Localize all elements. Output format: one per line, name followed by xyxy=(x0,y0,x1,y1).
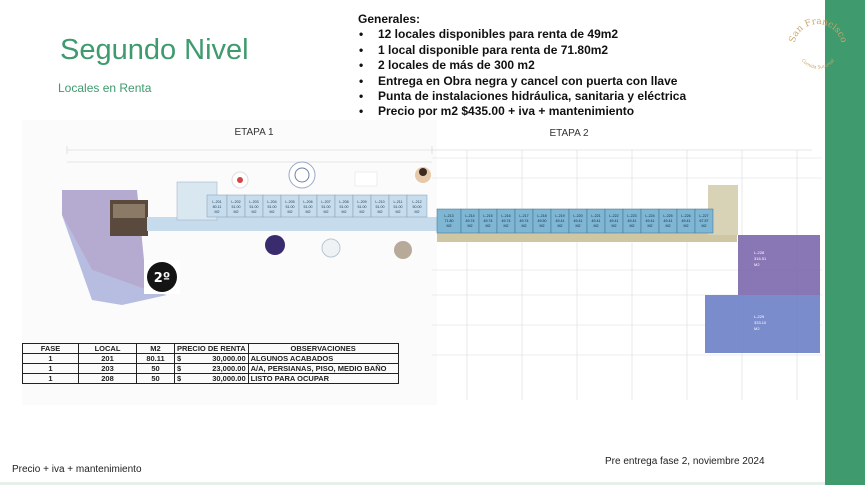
etapa2-label: ETAPA 2 xyxy=(549,128,589,139)
unit-code: L-205 xyxy=(285,200,295,204)
unit-m2: M2 xyxy=(323,210,329,214)
unit-size: 333.10 xyxy=(754,320,767,325)
unit-code: L-229 xyxy=(754,314,765,319)
unit-m2: M2 xyxy=(446,224,452,228)
generales-block xyxy=(358,12,686,120)
tenant-logo-1-mark xyxy=(237,177,243,183)
unit-m2: M2 xyxy=(611,224,617,228)
unit-l221 xyxy=(587,209,605,233)
unit-code: L-209 xyxy=(357,200,367,204)
unit-l227 xyxy=(695,209,713,233)
unit-code: L-206 xyxy=(303,200,313,204)
unit-l206 xyxy=(299,195,317,217)
unit-size: 316.51 xyxy=(754,256,767,261)
unit-size: 51.00 xyxy=(393,205,403,209)
unit-code: L-207 xyxy=(321,200,331,204)
unit-m2: M2 xyxy=(754,262,760,267)
header-fase: FASE xyxy=(23,344,79,354)
unit-m2: M2 xyxy=(575,224,581,228)
unit-m2: M2 xyxy=(414,210,420,214)
cell-m2: 80.11 xyxy=(137,354,175,364)
unit-size: 51.00 xyxy=(231,205,241,209)
currency-symbol: $ xyxy=(177,374,182,383)
unit-m2: M2 xyxy=(665,224,671,228)
unit-m2: M2 xyxy=(754,326,760,331)
unit-size: 51.00 xyxy=(303,205,313,209)
unit-size: 51.00 xyxy=(375,205,385,209)
unit-code: L-213 xyxy=(444,214,454,218)
unit-l211 xyxy=(389,195,407,217)
page-title: Segundo Nivel xyxy=(60,34,249,66)
tenant-logo-3 xyxy=(355,172,377,186)
unit-m2: M2 xyxy=(269,210,275,214)
unit-m2: M2 xyxy=(305,210,311,214)
cell-observaciones: A/A, PERSIANAS, PISO, MEDIO BAÑO xyxy=(248,364,398,374)
svg-text:Comida Sucursal xyxy=(800,58,836,71)
generales-list xyxy=(358,27,686,119)
unit-size: 50.00 xyxy=(412,205,422,209)
svg-text:San Francisco xyxy=(788,17,849,44)
unit-code: L-204 xyxy=(267,200,277,204)
unit-l215 xyxy=(479,209,497,233)
unit-m2: M2 xyxy=(395,210,401,214)
unit-code: L-223 xyxy=(627,214,637,218)
logo-text: San Francisco xyxy=(787,16,849,45)
unit-m2: M2 xyxy=(503,224,509,228)
unit-code: L-215 xyxy=(483,214,493,218)
unit-m2: M2 xyxy=(377,210,383,214)
unit-code: L-201 xyxy=(212,200,222,204)
unit-size: 49.50 xyxy=(537,219,547,223)
unit-code: L-210 xyxy=(375,200,385,204)
unit-l209 xyxy=(353,195,371,217)
unit-l210 xyxy=(371,195,389,217)
cell-precio xyxy=(175,374,249,384)
unit-size: 51.00 xyxy=(249,205,259,209)
unit-l226 xyxy=(677,209,695,233)
table-row xyxy=(23,364,399,374)
badge-text: 2º xyxy=(153,271,171,286)
header-observaciones: OBSERVACIONES xyxy=(248,344,398,354)
unit-l225 xyxy=(659,209,677,233)
unit-m2: M2 xyxy=(485,224,491,228)
unit-l222 xyxy=(605,209,623,233)
unit-m2: M2 xyxy=(701,224,707,228)
unit-size: 67.57 xyxy=(699,219,709,223)
generales-item: • Entrega en Obra negra y cancel con puerta con llave xyxy=(358,74,686,89)
tenant-photo-person-hair xyxy=(419,168,427,176)
currency-symbol: $ xyxy=(177,354,182,363)
unit-m2: M2 xyxy=(557,224,563,228)
page-subtitle: Locales en Renta xyxy=(58,81,152,95)
unit-l224 xyxy=(641,209,659,233)
unit-l223 xyxy=(623,209,641,233)
unit-code: L-228 xyxy=(754,250,765,255)
unit-size: 49.41 xyxy=(555,219,565,223)
unit-code: L-226 xyxy=(681,214,691,218)
unit-l201 xyxy=(207,195,227,217)
cell-fase: 1 xyxy=(23,354,79,364)
unit-l204 xyxy=(263,195,281,217)
unit-size: 49.74 xyxy=(519,219,529,223)
unit-code: L-225 xyxy=(663,214,673,218)
unit-code: L-222 xyxy=(609,214,619,218)
currency-symbol: $ xyxy=(177,364,182,373)
unit-size: 49.41 xyxy=(645,219,655,223)
cell-fase: 1 xyxy=(23,374,79,384)
unit-m2: M2 xyxy=(341,210,347,214)
tenant-logo-beige xyxy=(394,241,412,259)
unit-size: 51.00 xyxy=(339,205,349,209)
unit-code: L-224 xyxy=(645,214,655,218)
unit-code: L-218 xyxy=(537,214,547,218)
unit-code: L-217 xyxy=(519,214,529,218)
photo-restaurant-detail xyxy=(113,204,145,218)
unit-code: L-202 xyxy=(231,200,241,204)
footer-note: Precio + iva + mantenimiento xyxy=(12,464,142,475)
unit-l220 xyxy=(569,209,587,233)
cell-observaciones: LISTO PARA OCUPAR xyxy=(248,374,398,384)
unit-m2: M2 xyxy=(539,224,545,228)
cell-observaciones: ALGUNOS ACABADOS xyxy=(248,354,398,364)
unit-size: 49.41 xyxy=(663,219,673,223)
generales-item: • 1 local disponible para renta de 71.80m2 xyxy=(358,43,686,58)
cell-local: 208 xyxy=(79,374,137,384)
price-amount: 30,000.00 xyxy=(212,354,246,363)
rent-table xyxy=(22,343,399,384)
unit-l213 xyxy=(437,209,461,233)
unit-size: 80.11 xyxy=(212,205,222,209)
unit-size: 49.41 xyxy=(609,219,619,223)
unit-m2: M2 xyxy=(629,224,635,228)
unit-size: 49.41 xyxy=(573,219,583,223)
cell-fase: 1 xyxy=(23,364,79,374)
unit-l208 xyxy=(335,195,353,217)
unit-size: 51.00 xyxy=(285,205,295,209)
unit-code: L-208 xyxy=(339,200,349,204)
unit-m2: M2 xyxy=(521,224,527,228)
logo-subtext: Comida Sucursal xyxy=(799,58,837,71)
unit-size: 49.41 xyxy=(681,219,691,223)
price-amount: 23,000.00 xyxy=(212,364,246,373)
header-m2: M2 xyxy=(137,344,175,354)
unit-size: 51.00 xyxy=(321,205,331,209)
cell-m2: 50 xyxy=(137,374,175,384)
etapa2-units xyxy=(437,209,713,233)
san-francisco-logo xyxy=(786,14,850,78)
unit-m2: M2 xyxy=(359,210,365,214)
unit-m2: M2 xyxy=(593,224,599,228)
unit-m2: M2 xyxy=(287,210,293,214)
unit-size: 49.74 xyxy=(501,219,511,223)
unit-code: L-203 xyxy=(249,200,259,204)
unit-code: L-219 xyxy=(555,214,565,218)
unit-size: 49.41 xyxy=(627,219,637,223)
cell-precio xyxy=(175,354,249,364)
unit-l214 xyxy=(461,209,479,233)
cell-local: 201 xyxy=(79,354,137,364)
unit-l219 xyxy=(551,209,569,233)
corridor-etapa2 xyxy=(437,233,737,242)
header-precio: PRECIO DE RENTA xyxy=(175,344,249,354)
unit-code: L-221 xyxy=(591,214,601,218)
unit-size: 49.74 xyxy=(483,219,493,223)
generales-item: • Precio por m2 $435.00 + iva + mantenimiento xyxy=(358,104,686,119)
unit-size: 49.74 xyxy=(465,219,475,223)
generales-item: • 12 locales disponibles para renta de 49m2 xyxy=(358,27,686,42)
unit-size: 71.80 xyxy=(444,219,454,223)
price-amount: 30,000.00 xyxy=(212,374,246,383)
unit-code: L-220 xyxy=(573,214,583,218)
generales-heading: Generales: xyxy=(358,12,421,26)
unit-code: L-216 xyxy=(501,214,511,218)
unit-m2: M2 xyxy=(467,224,473,228)
unit-l205 xyxy=(281,195,299,217)
unit-size: 51.00 xyxy=(357,205,367,209)
table-row xyxy=(23,374,399,384)
unit-l218 xyxy=(533,209,551,233)
unit-size: 51.00 xyxy=(267,205,277,209)
unit-code: L-227 xyxy=(699,214,709,218)
unit-l217 xyxy=(515,209,533,233)
tenant-logo-b xyxy=(322,239,340,257)
table-header-row xyxy=(23,344,399,354)
unit-size: 49.41 xyxy=(591,219,601,223)
unit-m2: M2 xyxy=(233,210,239,214)
unit-m2: M2 xyxy=(647,224,653,228)
table-row xyxy=(23,354,399,364)
unit-l203 xyxy=(245,195,263,217)
unit-m2: M2 xyxy=(251,210,257,214)
unit-code: L-212 xyxy=(412,200,422,204)
tenant-logo-mandala xyxy=(289,162,315,188)
header-local: LOCAL xyxy=(79,344,137,354)
cell-local: 203 xyxy=(79,364,137,374)
cell-precio xyxy=(175,364,249,374)
pre-entrega-note: Pre entrega fase 2, noviembre 2024 xyxy=(605,456,765,467)
unit-l207 xyxy=(317,195,335,217)
unit-l229 xyxy=(705,295,820,353)
unit-code: L-211 xyxy=(393,200,403,204)
etapa1-label: ETAPA 1 xyxy=(234,127,274,138)
generales-item: • Punta de instalaciones hidráulica, sanitaria y eléctrica xyxy=(358,89,686,104)
unit-m2: M2 xyxy=(683,224,689,228)
unit-l202 xyxy=(227,195,245,217)
etapa1-units xyxy=(207,195,427,217)
unit-l212 xyxy=(407,195,427,217)
cell-m2: 50 xyxy=(137,364,175,374)
tenant-logo-purple xyxy=(265,235,285,255)
generales-item: • 2 locales de más de 300 m2 xyxy=(358,58,686,73)
unit-code: L-214 xyxy=(465,214,475,218)
unit-l216 xyxy=(497,209,515,233)
unit-l228 xyxy=(738,235,820,295)
unit-m2: M2 xyxy=(214,210,220,214)
